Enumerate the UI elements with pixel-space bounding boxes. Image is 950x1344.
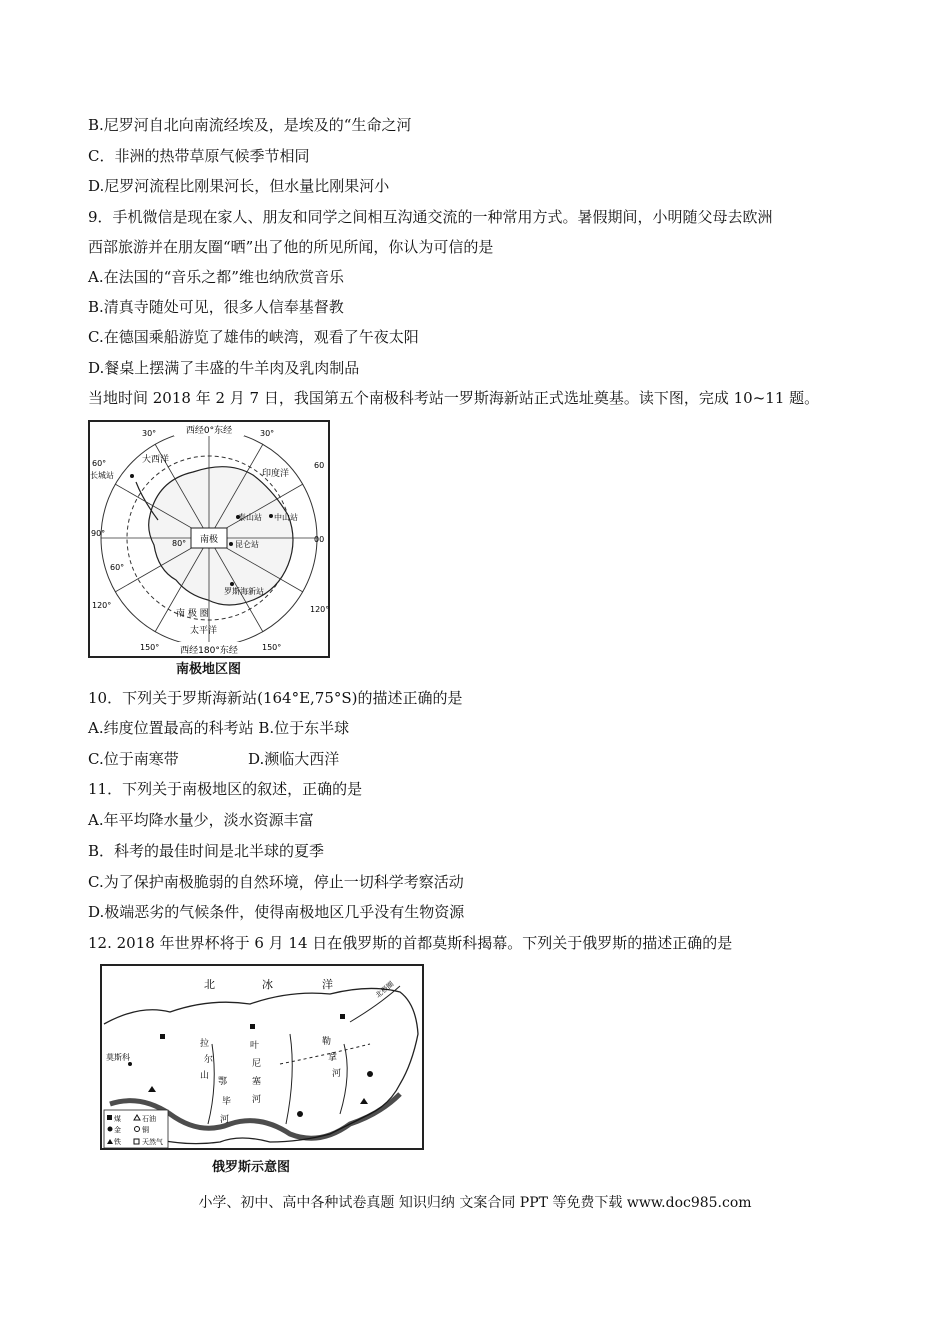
river-char: 塞 [252, 1077, 262, 1087]
q10-option-ab: A.纬度位置最高的科考站 B.位于东半球 [88, 719, 350, 737]
river-char: 毕 [222, 1097, 232, 1107]
q12-stem: 12. 2018 年世界杯将于 6 月 14 日在俄罗斯的首都莫斯科揭幕。下列关于俄罗斯的描述正确的是 [88, 934, 733, 952]
q9-option-a: A.在法国的“音乐之都”维也纳欣赏音乐 [88, 268, 344, 286]
lon-label: 30° [260, 429, 275, 438]
river-char: 鄂 [218, 1077, 228, 1087]
river-char: 山 [200, 1071, 210, 1081]
river-char: 尔 [204, 1055, 214, 1065]
city-label: 莫斯科 [106, 1053, 130, 1062]
q9-stem-line2: 西部旅游并在朋友圈“晒”出了他的所见所闻，你认为可信的是 [88, 238, 494, 256]
pole-label: 南极 [199, 535, 219, 545]
lon-label: 60 [314, 461, 325, 470]
page-footer: 小学、初中、高中各种试卷真题 知识归纳 文案合同 PPT 等免费下载 www.doc985.com [198, 1195, 752, 1211]
legend-item: 金 [114, 1126, 121, 1134]
arctic-circle-label: 北极圈 [374, 979, 396, 1000]
antarctic-map-caption: 南极地区图 [176, 662, 242, 677]
sea-label: 洋 [322, 978, 333, 991]
lon-label: 120° [310, 605, 330, 614]
river-char: 河 [220, 1115, 230, 1125]
sea-label: 冰 [262, 978, 273, 991]
station-label: 昆仑站 [235, 540, 259, 549]
q11-stem: 11．下列关于南极地区的叙述，正确的是 [88, 780, 363, 798]
q11-option-b: B．科考的最佳时间是北半球的夏季 [88, 842, 325, 860]
q9-option-c: C.在德国乘船游览了雄伟的峡湾，观看了午夜太阳 [88, 328, 419, 346]
legend-item: 石油 [142, 1115, 156, 1123]
lon-label: 30° [142, 429, 157, 438]
river-char: 叶 [250, 1041, 260, 1051]
lon-label: 00 [314, 535, 325, 544]
q8-option-d: D.尼罗河流程比刚果河长，但水量比刚果河小 [88, 177, 390, 195]
circle-label: 南 极 圈 [176, 609, 209, 619]
station-label: 泰山站 [238, 513, 262, 522]
q9-stem-line1: 9．手机微信是现在家人、朋友和同学之间相互沟通交流的一种常用方式。暑假期间，小明随父母去欧洲 [88, 208, 773, 226]
river-char: 拉 [200, 1039, 210, 1049]
ocean-label: 印度洋 [262, 469, 290, 479]
lon-bottom-label: 西经180°东经 [180, 646, 238, 656]
russia-map [100, 964, 424, 1150]
river-char: 尼 [252, 1059, 262, 1069]
lon-label: 60° [110, 563, 125, 572]
legend-item: 煤 [114, 1115, 121, 1123]
legend-item: 天然气 [142, 1138, 163, 1146]
sea-label: 北 [204, 978, 215, 991]
ocean-label: 大西洋 [142, 455, 170, 465]
river-char: 勒 [322, 1037, 332, 1047]
lon-label: 150° [140, 643, 160, 652]
q8-option-c: C．非洲的热带草原气候季节相同 [88, 147, 310, 165]
ocean-label: 太平洋 [190, 626, 218, 636]
q11-option-a: A.年平均降水量少，淡水资源丰富 [88, 811, 314, 829]
lon-label: 120° [92, 601, 112, 610]
lon-top-label: 西经0°东经 [185, 426, 233, 436]
q9-option-b: B.清真寺随处可见，很多人信奉基督教 [88, 298, 344, 316]
lon-label: 150° [262, 643, 282, 652]
station-label: 长城站 [90, 471, 114, 480]
q9-option-d: D.餐桌上摆满了丰盛的牛羊肉及乳肉制品 [88, 359, 360, 377]
q10-option-d: D.濒临大西洋 [248, 750, 340, 768]
station-label: 中山站 [274, 513, 298, 522]
q10-option-c: C.位于南寒带 [88, 750, 179, 768]
lon-label: 60° [92, 459, 107, 468]
lon-label: 90° [91, 529, 106, 538]
station-label: 罗斯海新站 [224, 587, 264, 596]
q10-intro: 当地时间 2018 年 2 月 7 日，我国第五个南极科考站一罗斯海新站正式选址奠基。读下图，完成 10~11 题。 [88, 389, 820, 407]
legend-item: 铜 [142, 1126, 149, 1134]
legend-item: 铁 [114, 1138, 121, 1146]
lon-label: 80° [172, 539, 187, 548]
river-char: 河 [252, 1095, 262, 1105]
q8-option-b: B.尼罗河自北向南流经埃及，是埃及的“生命之河 [88, 116, 412, 134]
river-char: 河 [332, 1069, 342, 1079]
q11-option-c: C.为了保护南极脆弱的自然环境，停止一切科学考察活动 [88, 873, 464, 891]
russia-map-caption: 俄罗斯示意图 [212, 1160, 291, 1175]
q10-stem: 10．下列关于罗斯海新站(164°E,75°S)的描述正确的是 [88, 689, 463, 707]
q11-option-d: D.极端恶劣的气候条件，使得南极地区几乎没有生物资源 [88, 903, 465, 921]
river-char: 拿 [328, 1053, 338, 1063]
antarctic-map [88, 420, 330, 658]
